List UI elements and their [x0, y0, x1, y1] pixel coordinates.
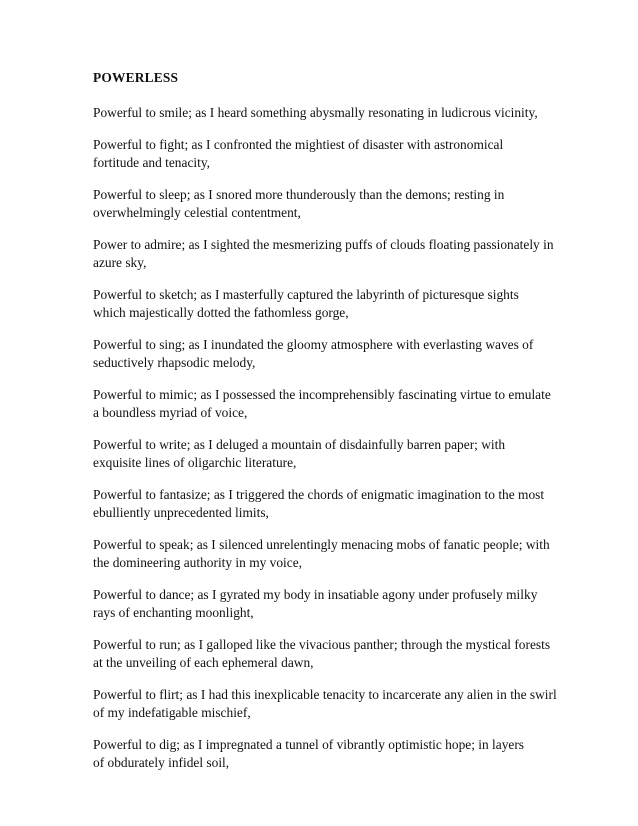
stanza-7 — [93, 386, 553, 422]
poem-line: Powerful to fight; as I confronted the mightiest of disaster with astronomical — [93, 137, 504, 152]
poem-line: exquisite lines of oligarchic literature, — [93, 455, 297, 470]
stanza-11 — [93, 586, 553, 622]
poem-body — [93, 69, 557, 786]
poem-title: POWERLESS — [93, 70, 179, 85]
poem-line: Powerful to flirt; as I had this inexplicable tenacity to incarcerate any alien in the swirl — [93, 687, 557, 702]
poem-line: Powerful to smile; as I heard something abysmally resonating in ludicrous vicinity, — [93, 105, 538, 120]
stanza-5 — [93, 286, 553, 322]
poem-line: Power to admire; as I sighted the mesmerizing puffs of clouds floating passionately in — [93, 237, 554, 252]
poem-line: Powerful to dance; as I gyrated my body in insatiable agony under profusely milky — [93, 587, 538, 602]
stanza-14 — [93, 736, 553, 772]
poem-line: at the unveiling of each ephemeral dawn, — [93, 655, 314, 670]
poem-line: overwhelmingly celestial contentment, — [93, 205, 301, 220]
poem-line: rays of enchanting moonlight, — [93, 605, 254, 620]
poem-line: of my indefatigable mischief, — [93, 705, 251, 720]
stanza-13 — [93, 686, 557, 722]
stanza-4 — [93, 236, 553, 272]
poem-line: which majestically dotted the fathomless gorge, — [93, 305, 349, 320]
poem-line: Powerful to write; as I deluged a mountain of disdainfully barren paper; with — [93, 437, 506, 452]
poem-line: Powerful to sleep; as I snored more thunderously than the demons; resting in — [93, 187, 505, 202]
stanza-6 — [93, 336, 553, 372]
poem-line: Powerful to mimic; as I possessed the incomprehensibly fascinating virtue to emulate — [93, 387, 551, 402]
stanza-2 — [93, 136, 553, 172]
stanza-1 — [93, 104, 553, 122]
poem-line: seductively rhapsodic melody, — [93, 355, 256, 370]
poem-line: of obdurately infidel soil, — [93, 755, 230, 770]
poem-line: the domineering authority in my voice, — [93, 555, 302, 570]
stanza-12 — [93, 636, 553, 672]
stanza-3 — [93, 186, 553, 222]
stanza-9 — [93, 486, 553, 522]
poem-line: Powerful to run; as I galloped like the vivacious panther; through the mystical forests — [93, 637, 551, 652]
poem-line: Powerful to sketch; as I masterfully captured the labyrinth of picturesque sights — [93, 287, 519, 302]
poem-line: Powerful to dig; as I impregnated a tunnel of vibrantly optimistic hope; in layers — [93, 737, 525, 752]
stanza-8 — [93, 436, 553, 472]
poem-line: Powerful to fantasize; as I triggered the chords of enigmatic imagination to the most — [93, 487, 545, 502]
poem-line: Powerful to speak; as I silenced unrelentingly menacing mobs of fanatic people; with — [93, 537, 550, 552]
poem-line: ebulliently unprecedented limits, — [93, 505, 269, 520]
stanza-10 — [93, 536, 553, 572]
poem-line: a boundless myriad of voice, — [93, 405, 248, 420]
poem-line: fortitude and tenacity, — [93, 155, 210, 170]
poem-line: Powerful to sing; as I inundated the gloomy atmosphere with everlasting waves of — [93, 337, 534, 352]
poem-line: azure sky, — [93, 255, 147, 270]
